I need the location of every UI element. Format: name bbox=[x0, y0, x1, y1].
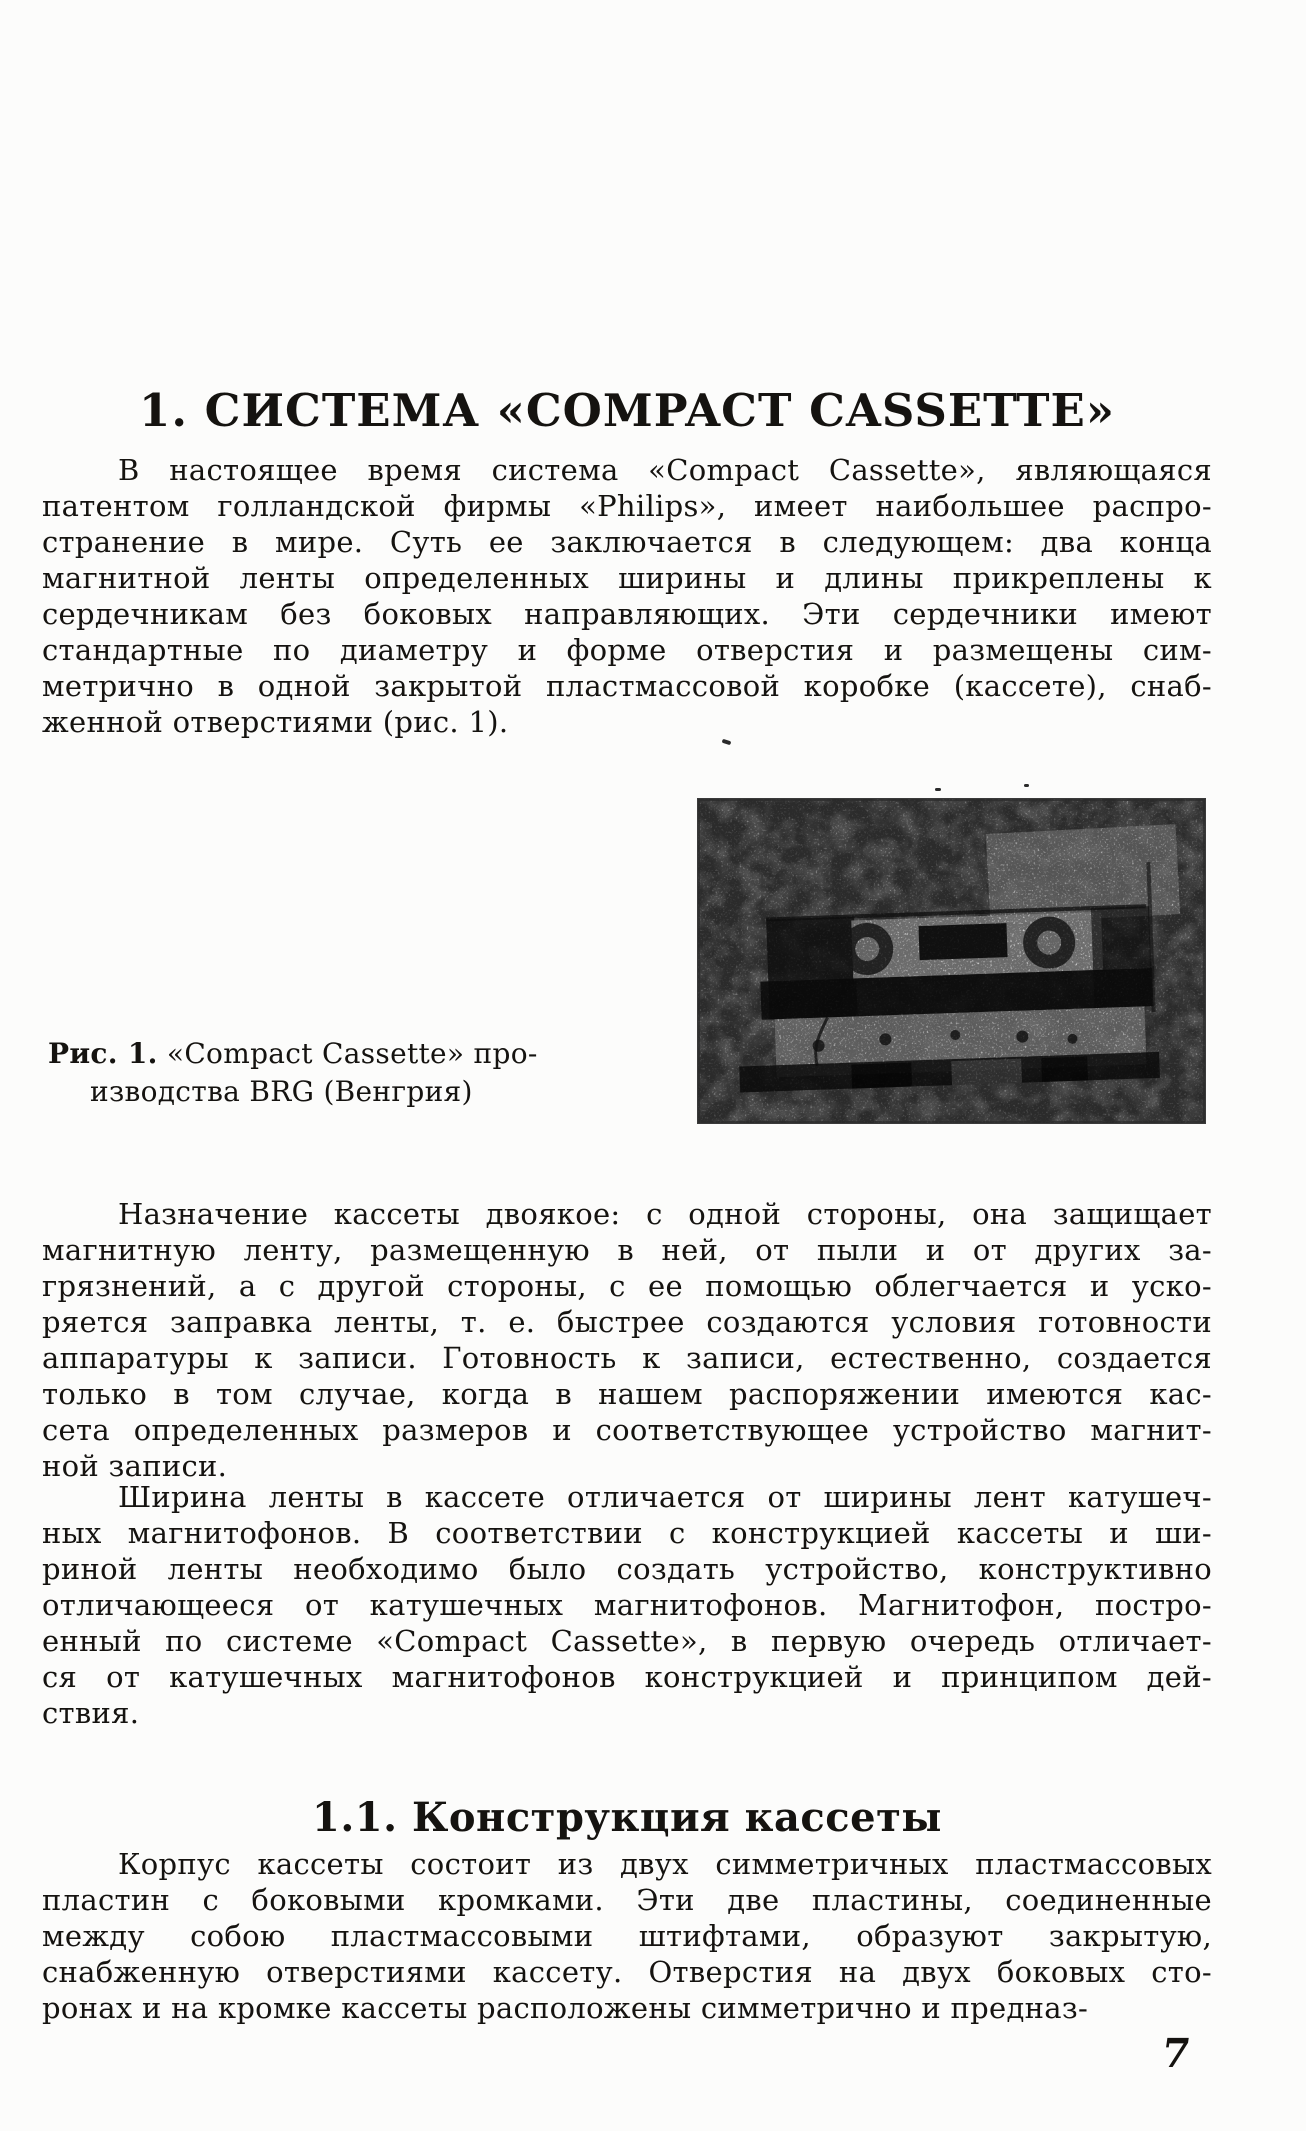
text-line: Ширина ленты в кассете отличается от ширины лент катушеч- bbox=[118, 1480, 1212, 1514]
text-line: Корпус кассеты состоит из двух симметричных пластмассовых bbox=[118, 1847, 1212, 1881]
ink-speck bbox=[935, 788, 941, 791]
text-line: пластин с боковыми кромками. Эти две пластины, соединенные bbox=[42, 1883, 1212, 1917]
figure-caption-text: «Compact Cassette» про- bbox=[157, 1037, 538, 1070]
paragraph-4 bbox=[42, 1846, 1212, 2026]
text-line: отличающееся от катушечных магнитофонов. Магнитофон, постро- bbox=[42, 1588, 1212, 1622]
paragraph-2 bbox=[42, 1196, 1212, 1484]
text-line: ной записи. bbox=[42, 1449, 228, 1483]
text-line: между собою пластмассовыми штифтами, образуют закрытую, bbox=[42, 1919, 1212, 1953]
text-line: сердечникам без боковых направляющих. Эти сердечники имеют bbox=[42, 597, 1212, 631]
text-line: ряется заправка ленты, т. е. быстрее создаются условия готовности bbox=[42, 1305, 1212, 1339]
figure-caption bbox=[48, 1035, 538, 1111]
text-line: магнитную ленту, размещенную в ней, от пыли и от других за- bbox=[42, 1233, 1212, 1267]
text-line: метрично в одной закрытой пластмассовой коробке (кассете), снаб- bbox=[42, 669, 1212, 703]
chapter-title: 1. СИСТЕМА «COMPACT CASSETTE» bbox=[139, 384, 1115, 438]
text-line: ных магнитофонов. В соответствии с конструкцией кассеты и ши- bbox=[42, 1516, 1212, 1550]
paragraph-1 bbox=[42, 452, 1212, 740]
text-line: патентом голландской фирмы «Philips», имеет наибольшее распро- bbox=[42, 489, 1212, 523]
figure-caption-label: Рис. 1. bbox=[48, 1037, 158, 1070]
text-line: ствия. bbox=[42, 1696, 140, 1730]
section-heading: 1.1. Конструкция кассеты bbox=[312, 1794, 942, 1842]
text-line: В настоящее время система «Compact Cassette», являющаяся bbox=[118, 453, 1212, 487]
text-line: только в том случае, когда в нашем распоряжении имеются кас- bbox=[42, 1377, 1212, 1411]
text-line: стандартные по диаметру и форме отверстия и размещены сим- bbox=[42, 633, 1212, 667]
text-line: грязнений, а с другой стороны, с ее помощью облегчается и уско- bbox=[42, 1269, 1212, 1303]
text-line: Назначение кассеты двоякое: с одной стороны, она защищает bbox=[118, 1197, 1212, 1231]
ink-speck bbox=[1024, 784, 1029, 787]
text-line: енный по системе «Compact Cassette», в первую очередь отличает- bbox=[42, 1624, 1212, 1658]
text-line: ся от катушечных магнитофонов конструкцией и принципом дей- bbox=[42, 1660, 1212, 1694]
text-line: сета определенных размеров и соответствующее устройство магнит- bbox=[42, 1413, 1212, 1447]
figure-caption-line2: изводства BRG (Венгрия) bbox=[90, 1075, 473, 1108]
text-line: риной ленты необходимо было создать устройство, конструктивно bbox=[42, 1552, 1212, 1586]
cassette-photo-illustration bbox=[698, 799, 1205, 1123]
text-line: странение в мире. Суть ее заключается в следующем: два конца bbox=[42, 525, 1212, 559]
text-line: ронах и на кромке кассеты расположены симметрично и предназ- bbox=[42, 1991, 1089, 2025]
text-line: магнитной ленты определенных ширины и длины прикреплены к bbox=[42, 561, 1212, 595]
paragraph-3 bbox=[42, 1479, 1212, 1731]
text-line: аппаратуры к записи. Готовность к записи, естественно, создается bbox=[42, 1341, 1212, 1375]
figure-photo bbox=[698, 799, 1205, 1123]
figure-caption-line1 bbox=[48, 1035, 538, 1073]
text-line: снабженную отверстиями кассету. Отверстия на двух боковых сто- bbox=[42, 1955, 1212, 1989]
text-line: женной отверстиями (рис. 1). bbox=[42, 705, 509, 739]
page-number: 7 bbox=[1158, 2030, 1194, 2077]
